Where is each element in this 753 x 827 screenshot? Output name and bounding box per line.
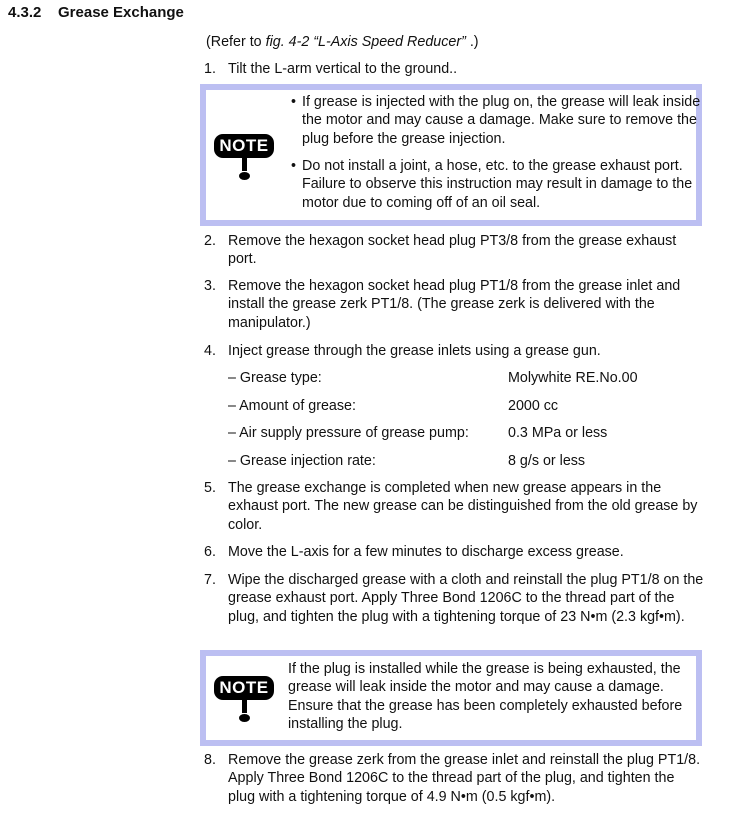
- note-badge: [214, 134, 274, 180]
- spec-label: – Air supply pressure of grease pump:: [228, 425, 469, 441]
- note-box-1: [200, 84, 702, 226]
- note-label: NOTE: [214, 676, 274, 700]
- section-title: Grease Exchange: [58, 4, 184, 21]
- spec-value: 8 g/s or less: [508, 453, 586, 469]
- step-number: 6.: [204, 544, 216, 560]
- spec-label: – Grease type:: [228, 370, 322, 386]
- step-number: 2.: [204, 233, 216, 249]
- step-2: [204, 232, 704, 269]
- step-number: 5.: [204, 480, 216, 496]
- step-text: Move the L-axis for a few minutes to discharge excess grease.: [228, 544, 624, 560]
- reference-suffix: .): [465, 34, 479, 50]
- bullet-icon: •: [291, 94, 297, 110]
- step-4: [204, 342, 704, 360]
- note-text-block: [288, 660, 698, 733]
- note-text: If the plug is installed while the grease is being exhausted, the grease will leak inside the motor and may cause a damage. Ensure that the grease has been completely exhausted before installing the plug.: [288, 661, 683, 732]
- note-dot: [239, 714, 250, 722]
- note-bullet-2: [291, 157, 701, 212]
- note-label: NOTE: [214, 134, 274, 158]
- step-text: Remove the hexagon socket head plug PT3/8 from the grease exhaust port.: [228, 233, 677, 268]
- section-heading: [8, 4, 184, 21]
- step-8: [204, 751, 704, 806]
- step-text: Remove the grease zerk from the grease inlet and reinstall the plug PT1/8. Apply Three Bond 1206C to the thread part of the plug, and tighten the plug with a tightening torque of 4.9 N•m (0.5 kgf•m).: [228, 752, 701, 805]
- step-text: Remove the hexagon socket head plug PT1/8 from the grease inlet and install the grease zerk PT1/8. (The grease zerk is delivered with the manipulator.): [228, 278, 681, 331]
- section-number: 4.3.2: [8, 4, 42, 21]
- step-3: [204, 277, 704, 332]
- step-text: Tilt the L-arm vertical to the ground..: [228, 61, 458, 77]
- spec-value: 2000 cc: [508, 398, 559, 414]
- note-stem: [242, 700, 247, 713]
- note-bullet-text: If grease is injected with the plug on, the grease will leak inside the motor and may cause a damage. Make sure to remove the plug before the grease injection.: [302, 94, 701, 147]
- step-text: The grease exchange is completed when new grease appears in the exhaust port. The new grease can be distinguished from the old grease by color.: [228, 480, 698, 533]
- step-number: 3.: [204, 278, 216, 294]
- note-badge: [214, 676, 274, 722]
- note-bullet-text: Do not install a joint, a hose, etc. to the grease exhaust port. Failure to observe this instruction may result in damage to the motor due to coming off of an oil seal.: [302, 158, 693, 211]
- note-stem: [242, 158, 247, 171]
- step-7: [204, 571, 704, 626]
- step-number: 4.: [204, 343, 216, 359]
- spec-value: 0.3 MPa or less: [508, 425, 608, 441]
- bullet-icon: •: [291, 158, 297, 174]
- step-1: [204, 60, 704, 78]
- note-box-2: [200, 650, 702, 746]
- spec-value: Molywhite RE.No.00: [508, 370, 638, 386]
- step-number: 1.: [204, 61, 216, 77]
- figure-reference: [206, 33, 479, 51]
- step-number: 7.: [204, 572, 216, 588]
- note-bullet-1: [291, 93, 701, 148]
- step-6: [204, 543, 704, 561]
- reference-prefix: (Refer to: [206, 34, 266, 50]
- reference-figure: fig. 4-2 “L-Axis Speed Reducer”: [265, 34, 466, 50]
- step-number: 8.: [204, 752, 216, 768]
- step-text: Wipe the discharged grease with a cloth and reinstall the plug PT1/8 on the grease exhaust port. Apply Three Bond 1206C to the thread part of the plug, and tighten the plug with a tightening torque of 23 N•m (2.3 kgf•m).: [228, 572, 704, 625]
- step-text: Inject grease through the grease inlets using a grease gun.: [228, 343, 601, 359]
- spec-label: – Amount of grease:: [228, 398, 356, 414]
- note-dot: [239, 172, 250, 180]
- step-5: [204, 479, 704, 534]
- spec-label: – Grease injection rate:: [228, 453, 376, 469]
